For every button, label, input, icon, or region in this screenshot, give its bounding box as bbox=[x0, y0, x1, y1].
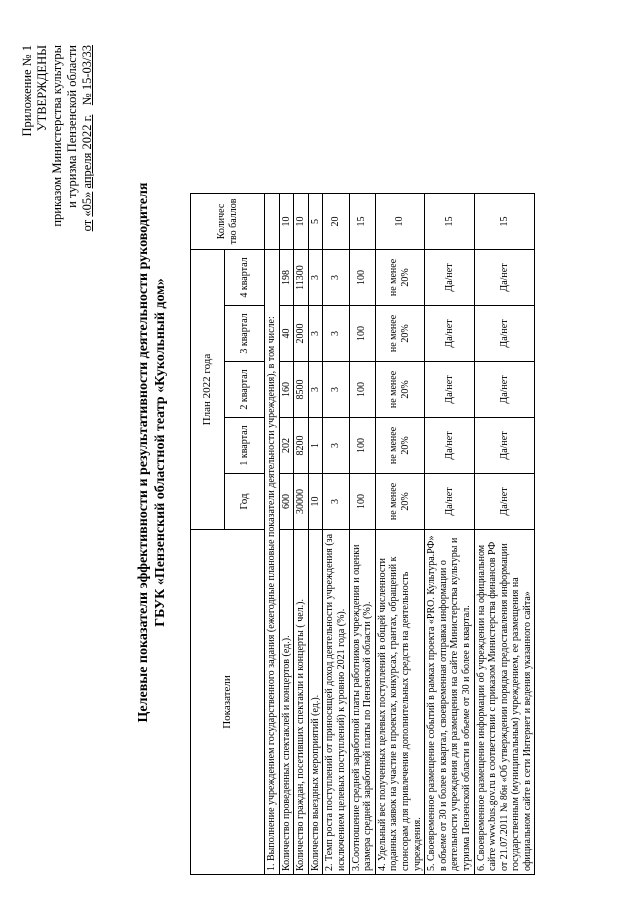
table-row bbox=[349, 194, 375, 875]
row-year: не менее 20% bbox=[375, 474, 424, 530]
row-year: Да/нет bbox=[425, 474, 474, 530]
header-q2: 2 квартал bbox=[225, 362, 265, 418]
row-q1: Да/нет bbox=[474, 418, 535, 474]
header-q3: 3 квартал bbox=[225, 306, 265, 362]
header-year: Год bbox=[225, 474, 265, 530]
date-prefix: от bbox=[80, 219, 94, 232]
row-label: Количество граждан, посетивших спектакли и концерты ( чел.). bbox=[294, 530, 309, 875]
row-q2: 3 bbox=[308, 362, 323, 418]
row-label: Количество проведенных спектаклей и концертов (ед.). bbox=[279, 530, 294, 875]
header-row-1 bbox=[191, 194, 225, 875]
indicators-table bbox=[190, 193, 535, 875]
row-q3: 40 bbox=[279, 306, 294, 362]
row-q1: 8200 bbox=[294, 418, 309, 474]
row-q1: Да/нет bbox=[425, 418, 474, 474]
header-q1: 1 квартал bbox=[225, 418, 265, 474]
row-q2: 3 bbox=[323, 362, 349, 418]
row-points: 5 bbox=[308, 194, 323, 250]
row-q3: 2000 bbox=[294, 306, 309, 362]
row-points: 20 bbox=[323, 194, 349, 250]
row-q3: Да/нет bbox=[425, 306, 474, 362]
table-row bbox=[279, 194, 294, 875]
row-year: 600 bbox=[279, 474, 294, 530]
row-q4: Да/нет bbox=[474, 250, 535, 306]
row-points: 10 bbox=[279, 194, 294, 250]
row-label: Количество выездных мероприятий (ед.). bbox=[308, 530, 323, 875]
row-points: 15 bbox=[474, 194, 535, 250]
row-points: 15 bbox=[425, 194, 474, 250]
row-label: 3.Соотношение средней заработной платы работников учреждения и оценки размера средней заработной платы по Пензенской области (%). bbox=[349, 530, 375, 875]
row-q2: Да/нет bbox=[425, 362, 474, 418]
row-q4: 3 bbox=[308, 250, 323, 306]
row-year: 30000 bbox=[294, 474, 309, 530]
row-year: Да/нет bbox=[474, 474, 535, 530]
title-line-1: Целевые показатели эффективности и результативности деятельности руководителя bbox=[136, 182, 151, 723]
table-row bbox=[474, 194, 535, 875]
table-row bbox=[294, 194, 309, 875]
order-line: приказом Министерства культуры bbox=[50, 45, 64, 227]
group-row bbox=[265, 194, 280, 875]
header-plan: План 2022 года bbox=[191, 250, 225, 530]
order-number: № 15-03/33 bbox=[80, 45, 94, 106]
row-label: 4. Удельный вес полученных целевых поступлений в общей численности поданных заявок на участие в проектах, конкурсах, грантах, обращений к спонсорам для привлечения дополнительных средств на деятельность учреждения. bbox=[375, 530, 424, 875]
approved-label: УТВЕРЖДЕНЫ bbox=[35, 45, 49, 132]
row-q4: не менее 20% bbox=[375, 250, 424, 306]
row-q1: 202 bbox=[279, 418, 294, 474]
header-indicators: Показатели bbox=[191, 530, 265, 875]
table-row bbox=[308, 194, 323, 875]
row-label: 6. Своевременное размещение информации об учреждении на официальном сайте www.bus.gov.ru в соответствии с приказом Министерства финансов РФ от 21.07.2011 № 86н «Об утверждении порядка предоставления информации государственным (муниципальным) учреждением, ее размещения на официальном сайте в сети Интернет и ведения указанного сайта» bbox=[474, 530, 535, 875]
appendix-label: Приложение № 1 bbox=[20, 45, 34, 137]
row-q2: Да/нет bbox=[474, 362, 535, 418]
row-year: 10 bbox=[308, 474, 323, 530]
row-q4: 3 bbox=[323, 250, 349, 306]
row-q3: 3 bbox=[308, 306, 323, 362]
row-q2: 160 bbox=[279, 362, 294, 418]
row-q1: 1 bbox=[308, 418, 323, 474]
document-title bbox=[135, 30, 169, 875]
row-q2: 100 bbox=[349, 362, 375, 418]
table-row bbox=[425, 194, 474, 875]
row-year: 100 bbox=[349, 474, 375, 530]
row-label: 5. Своевременное размещение событий в рамках проекта «PRO. Культура.РФ» в объеме от 30 и более в квартал, своевременная отправка информации о деятельности учреждения для размещения на сайте Министерства культуры и туризма Пензенской области в объеме от 30 и более в квартал. bbox=[425, 530, 474, 875]
date-month-year: апреля 2022 г. bbox=[80, 114, 94, 189]
row-label: 2. Темп роста поступлений от приносящей доход деятельности учреждения (за исключением целевых поступлений) к уровню 2021 года (%). bbox=[323, 530, 349, 875]
row-q3: 3 bbox=[323, 306, 349, 362]
row-points: 15 bbox=[349, 194, 375, 250]
table-row bbox=[323, 194, 349, 875]
row-q3: не менее 20% bbox=[375, 306, 424, 362]
row-year: 3 bbox=[323, 474, 349, 530]
group-1-points bbox=[265, 194, 280, 250]
row-q3: Да/нет bbox=[474, 306, 535, 362]
row-q4: 198 bbox=[279, 250, 294, 306]
approval-header bbox=[20, 45, 95, 405]
header-points: Количес тво баллов bbox=[191, 194, 265, 250]
group-1-label: 1. Выполнение учреждением государственного задания (ежегодные плановые показатели деятельности учреждения), в том числе: bbox=[265, 250, 280, 875]
row-q4: 100 bbox=[349, 250, 375, 306]
row-q2: не менее 20% bbox=[375, 362, 424, 418]
header-q4: 4 квартал bbox=[225, 250, 265, 306]
date-day: «05» bbox=[80, 191, 94, 217]
table-row bbox=[375, 194, 424, 875]
row-q1: не менее 20% bbox=[375, 418, 424, 474]
row-points: 10 bbox=[294, 194, 309, 250]
row-q1: 100 bbox=[349, 418, 375, 474]
row-points: 10 bbox=[375, 194, 424, 250]
ministry-line: и туризма Пензенской области bbox=[65, 45, 79, 208]
row-q3: 100 bbox=[349, 306, 375, 362]
row-q2: 8500 bbox=[294, 362, 309, 418]
row-q1: 3 bbox=[323, 418, 349, 474]
row-q4: 11300 bbox=[294, 250, 309, 306]
date-line bbox=[80, 45, 95, 405]
row-q4: Да/нет bbox=[425, 250, 474, 306]
title-line-2: ГБУК «Пензенский областной театр «Кукольный дом» bbox=[153, 278, 168, 627]
